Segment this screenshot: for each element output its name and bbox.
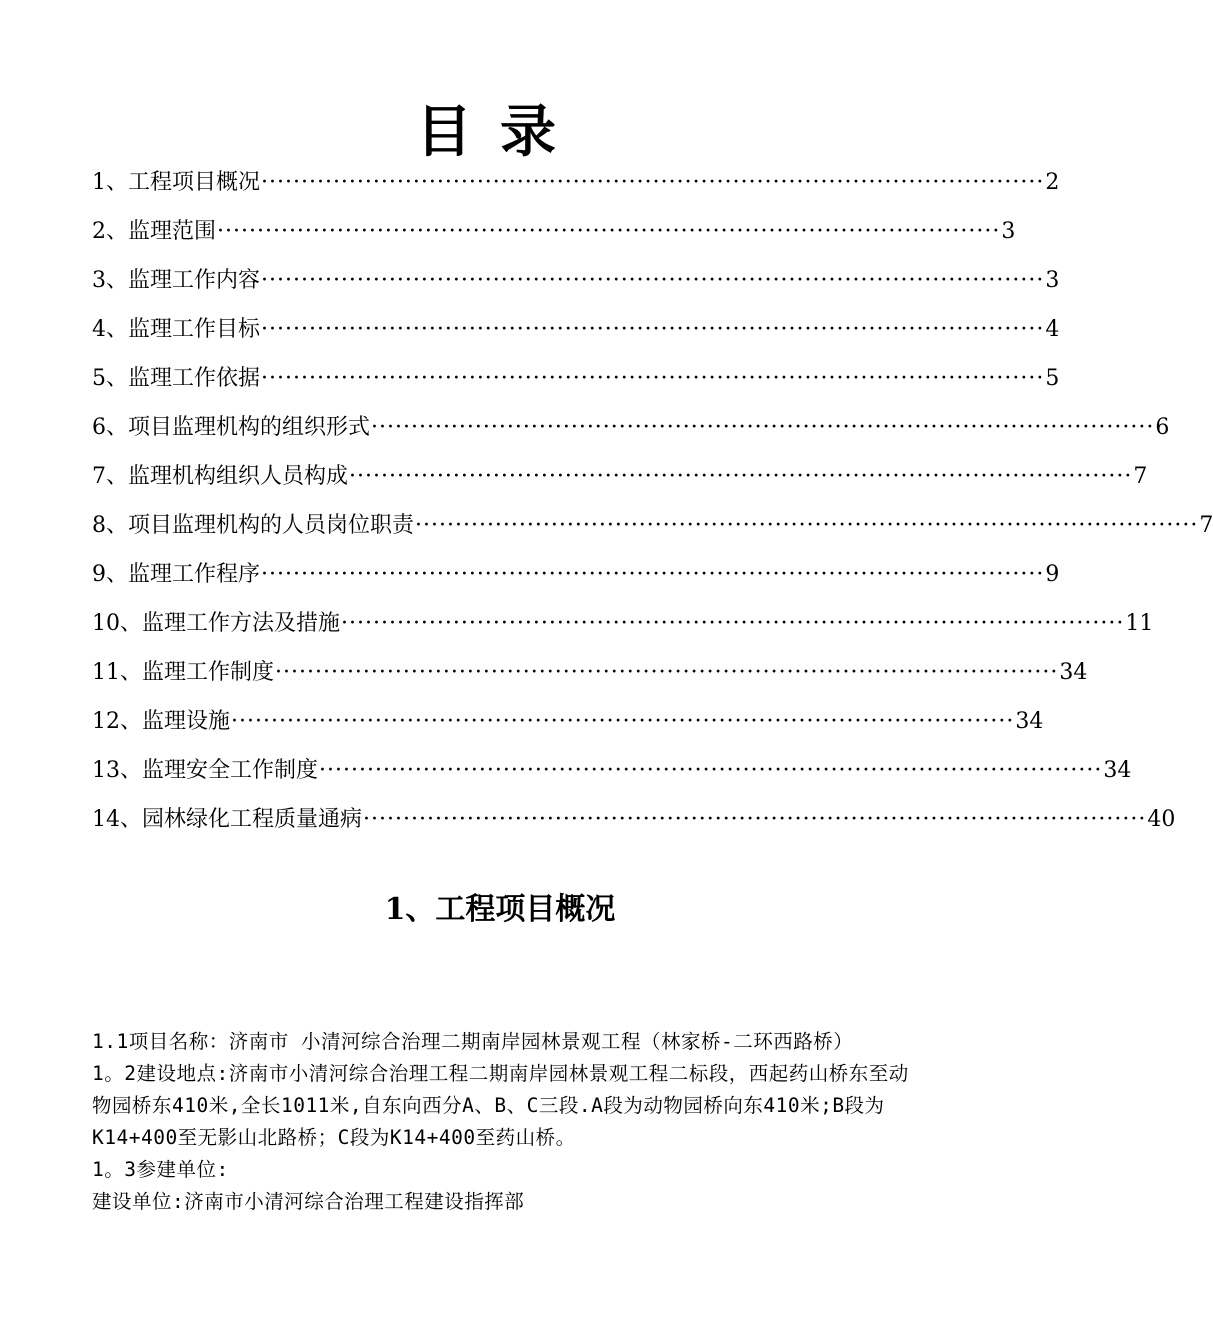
toc-entry-label: 5、监理工作依据 (92, 366, 260, 391)
toc-entry[interactable] (92, 256, 1060, 305)
toc-entry[interactable] (92, 697, 1044, 746)
toc-entry-page: 34 (1103, 758, 1132, 783)
paragraph-participating-units: 1。3参建单位: (92, 1158, 229, 1181)
toc-leader-dots: ·································································································· (231, 709, 1015, 734)
toc-entry[interactable] (92, 158, 1060, 207)
toc-entry-label: 8、项目监理机构的人员岗位职责 (92, 513, 414, 538)
toc-entry-label: 14、园林绿化工程质量通病 (92, 807, 362, 832)
toc-entry-page: 2 (1045, 170, 1060, 195)
toc-entry-page: 7 (1133, 464, 1148, 489)
toc-entry-page: 3 (1045, 268, 1060, 293)
toc-entry-page: 3 (1001, 219, 1016, 244)
toc-leader-dots: ·································································································· (261, 268, 1045, 293)
toc-title: 目录 (416, 99, 584, 165)
toc-leader-dots: ·································································································· (275, 660, 1059, 685)
toc-entry-page: 34 (1015, 709, 1044, 734)
toc-leader-dots: ·································································································· (363, 807, 1147, 832)
toc-leader-dots: ·································································································· (261, 317, 1045, 342)
toc-entry[interactable] (92, 795, 1176, 844)
toc-entry[interactable] (92, 648, 1088, 697)
toc-entry-label: 7、监理机构组织人员构成 (92, 464, 348, 489)
toc-leader-dots: ·································································································· (261, 170, 1045, 195)
toc-entry[interactable] (92, 599, 1154, 648)
toc-leader-dots: ·································································································· (341, 611, 1125, 636)
section-heading: 1、工程项目概况 (384, 892, 616, 927)
toc-entry-label: 3、监理工作内容 (92, 268, 260, 293)
toc-leader-dots: ·································································································· (217, 219, 1001, 244)
section-body (92, 1026, 910, 1218)
toc-entry[interactable] (92, 452, 1148, 501)
paragraph-construction-unit: 建设单位:济南市小清河综合治理工程建设指挥部 (92, 1190, 525, 1213)
toc-entry-label: 11、监理工作制度 (92, 660, 274, 685)
toc-entry-page: 7 (1199, 513, 1213, 538)
toc-leader-dots: ·································································································· (319, 758, 1103, 783)
toc-entry[interactable] (92, 746, 1132, 795)
toc-entry-label: 10、监理工作方法及措施 (92, 611, 340, 636)
toc-entry-label: 12、监理设施 (92, 709, 230, 734)
toc-entry[interactable] (92, 550, 1060, 599)
toc-entry-page: 34 (1059, 660, 1088, 685)
toc-entry[interactable] (92, 403, 1170, 452)
toc-entry-label: 1、工程项目概况 (92, 170, 260, 195)
toc-entry-label: 13、监理安全工作制度 (92, 758, 318, 783)
toc-entry-label: 6、项目监理机构的组织形式 (92, 415, 370, 440)
toc-entry-label: 2、监理范围 (92, 219, 216, 244)
toc-leader-dots: ·································································································· (415, 513, 1199, 538)
toc-leader-dots: ·································································································· (261, 366, 1045, 391)
paragraph-construction-site: 1。2建设地点:济南市小清河综合治理工程二期南岸园林景观工程二标段，西起药山桥东至动物园桥东410米,全长1011米,自东向西分A、B、C三段.A段为动物园桥向东410米;B段为K14+400至无影山北路桥；C段为K14+400至药山桥。 (92, 1062, 909, 1149)
toc-leader-dots: ·································································································· (371, 415, 1155, 440)
toc-entry-page: 11 (1125, 611, 1154, 636)
toc-entry-page: 40 (1147, 807, 1176, 832)
toc-entry-page: 4 (1045, 317, 1060, 342)
toc-entry[interactable] (92, 207, 1016, 256)
toc-entry[interactable] (92, 305, 1060, 354)
toc-leader-dots: ·································································································· (261, 562, 1045, 587)
toc-entry-page: 5 (1045, 366, 1060, 391)
toc-entry-page: 9 (1045, 562, 1060, 587)
toc-entry-label: 9、监理工作程序 (92, 562, 260, 587)
toc-entry[interactable] (92, 501, 1213, 550)
toc-leader-dots: ·································································································· (349, 464, 1133, 489)
toc-entry-page: 6 (1155, 415, 1170, 440)
table-of-contents (92, 158, 1213, 844)
toc-entry-label: 4、监理工作目标 (92, 317, 260, 342)
paragraph-project-name: 1.1项目名称：济南市 小清河综合治理二期南岸园林景观工程（林家桥-二环西路桥） (92, 1030, 854, 1053)
toc-entry[interactable] (92, 354, 1060, 403)
